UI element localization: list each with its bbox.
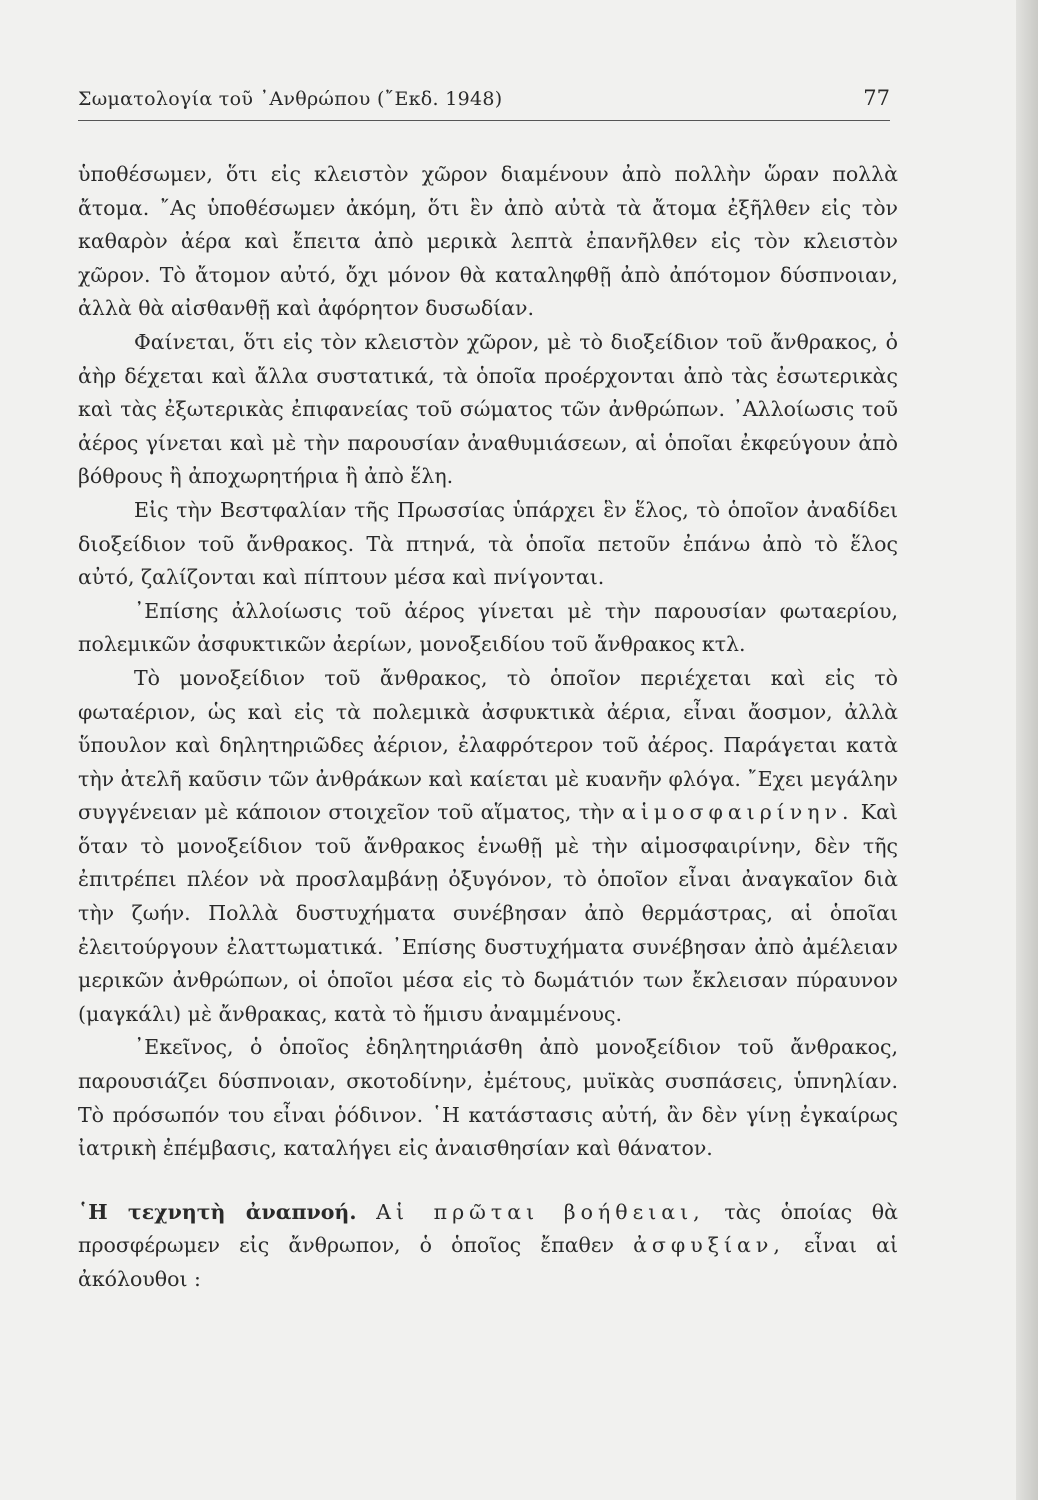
paragraph-6: ᾿Εκεῖνος, ὁ ὁποῖος ἐδηλητηριάσθη ἀπὸ μονοξείδιον τοῦ ἄνθρακος, παρουσιάζει δύσπνοιαν, σκοτοδίνην, ἐμέτους, μυϊκὰς συσπάσεις, ὑπνηλίαν. Τὸ πρόσωπόν του εἶναι ῥόδινον. ῾Η κατάστασις αὐτή, ἂν δὲν γίνῃ ἐγκαίρως ἰατρικὴ ἐπέμβασις, καταλήγει εἰς ἀναισθησίαν καὶ θάνατον. bbox=[78, 1035, 898, 1161]
paragraph-5-end: Καὶ ὅταν τὸ μονοξείδιον τοῦ ἄνθρακος ἑνωθῇ μὲ τὴν αἱμοσφαιρίνην, δὲν τῆς ἐπιτρέπει πλέον νὰ προσλαμβάνῃ ὀξυγόνον, τὸ ὁποῖον εἶναι ἀναγκαῖον διὰ τὴν ζωήν. Πολλὰ δυστυχήματα συνέβησαν ἀπὸ θερμάστρας, αἱ ὁποῖαι ἐλειτούργουν ἐλαττωματικά. ᾿Επίσης δυστυχήματα συνέβησαν ἀπὸ ἀμέλειαν μερικῶν ἀνθρώπων, οἱ ὁποῖοι μέσα εἰς τὸ δωμάτιόν των ἔκλεισαν πύραυνον (μαγκάλι) μὲ ἄνθρακας, κατὰ τὸ ἥμισυ ἀναμμένους. bbox=[78, 800, 898, 1026]
emphasized-first-aid: Αἱ πρῶται βοήθειαι, bbox=[376, 1199, 705, 1224]
paragraph-7-end: εἶναι αἱ ἀκόλουθοι : bbox=[78, 1233, 898, 1291]
paragraph-4: ᾿Επίσης ἀλλοίωσις τοῦ ἀέρος γίνεται μὲ τὴν παρουσίαν φωταερίου, πολεμικῶν ἀσφυκτικῶν ἀερίων, μονοξειδίου τοῦ ἄνθρακος κτλ. bbox=[78, 598, 898, 657]
paragraph-5 bbox=[78, 662, 898, 1032]
page-number: 77 bbox=[863, 86, 890, 110]
running-header bbox=[78, 86, 890, 121]
body-text bbox=[78, 158, 898, 1297]
emphasized-term-haemoglobin: αἱμοσφαιρίνην. bbox=[621, 800, 854, 825]
page-edge bbox=[1016, 0, 1038, 1500]
paragraph-5-start: Τὸ μονοξείδιον τοῦ ἄνθρακος, τὸ ὁποῖον περιέχεται καὶ εἰς τὸ φωταέριον, ὡς καὶ εἰς τὰ πολεμικὰ ἀσφυκτικὰ ἀέρια, εἶναι ἄοσμον, ἀλλὰ ὕπουλον καὶ δηλητηριῶδες ἀέριον, ἐλαφρότερον τοῦ ἀέρος. Παράγεται κατὰ τὴν ἀτελῆ καῦσιν τῶν ἀνθράκων καὶ καίεται μὲ κυανῆν φλόγα. ῎Εχει μεγάλην συγγένειαν μὲ κάποιον στοιχεῖον τοῦ αἵματος, τὴν bbox=[78, 665, 898, 825]
emphasized-asphyxia: ἀσφυξίαν, bbox=[633, 1233, 785, 1258]
paragraph-7 bbox=[78, 1196, 898, 1297]
header-title: Σωματολογία τοῦ ᾿Ανθρώπου (῎Εκδ. 1948) bbox=[78, 88, 503, 110]
paragraph-1: ὑποθέσωμεν, ὅτι εἰς κλειστὸν χῶρον διαμένουν ἀπὸ πολλὴν ὥραν πολλὰ ἄτομα. ῎Ας ὑποθέσωμεν ἀκόμη, ὅτι ἓν ἀπὸ αὐτὰ τὰ ἄτομα ἐξῆλθεν εἰς τὸν καθαρὸν ἀέρα καὶ ἔπειτα ἀπὸ μερικὰ λεπτὰ ἐπανῆλθεν εἰς τὸν κλειστὸν χῶρον. Τὸ ἄτομον αὐτό, ὄχι μόνον θὰ καταληφθῇ ἀπὸ ἀπότομον δύσπνοιαν, ἀλλὰ θὰ αἰσθανθῇ καὶ ἀφόρητον δυσωδίαν. bbox=[78, 162, 898, 321]
paragraph-3: Εἰς τὴν Βεστφαλίαν τῆς Πρωσσίας ὑπάρχει ἓν ἕλος, τὸ ὁποῖον ἀναδίδει διοξείδιον τοῦ ἄνθρακος. Τὰ πτηνά, τὰ ὁποῖα πετοῦν ἐπάνω ἀπὸ τὸ ἕλος αὐτό, ζαλίζονται καὶ πίπτουν μέσα καὶ πνίγονται. bbox=[78, 497, 898, 590]
section-heading: ῾Η τεχνητὴ ἀναπνοή. bbox=[78, 1199, 357, 1224]
paragraph-7-middle: τὰς ὁποίας θὰ προσφέρωμεν εἰς ἄνθρωπον, ὁ ὁποῖος ἔπαθεν bbox=[78, 1199, 898, 1258]
paragraph-2: Φαίνεται, ὅτι εἰς τὸν κλειστὸν χῶρον, μὲ τὸ διοξείδιον τοῦ ἄνθρακος, ὁ ἀὴρ δέχεται καὶ ἄλλα συστατικά, τὰ ὁποῖα προέρχονται ἀπὸ τὰς ἐσωτερικὰς καὶ τὰς ἐξωτερικὰς ἐπιφανείας τοῦ σώματος τῶν ἀνθρώπων. ᾿Αλλοίωσις τοῦ ἀέρος γίνεται καὶ μὲ τὴν παρουσίαν ἀναθυμιάσεων, αἱ ὁποῖαι ἐκφεύγουν ἀπὸ βόθρους ἢ ἀποχωρητήρια ἢ ἀπὸ ἕλη. bbox=[78, 329, 898, 489]
